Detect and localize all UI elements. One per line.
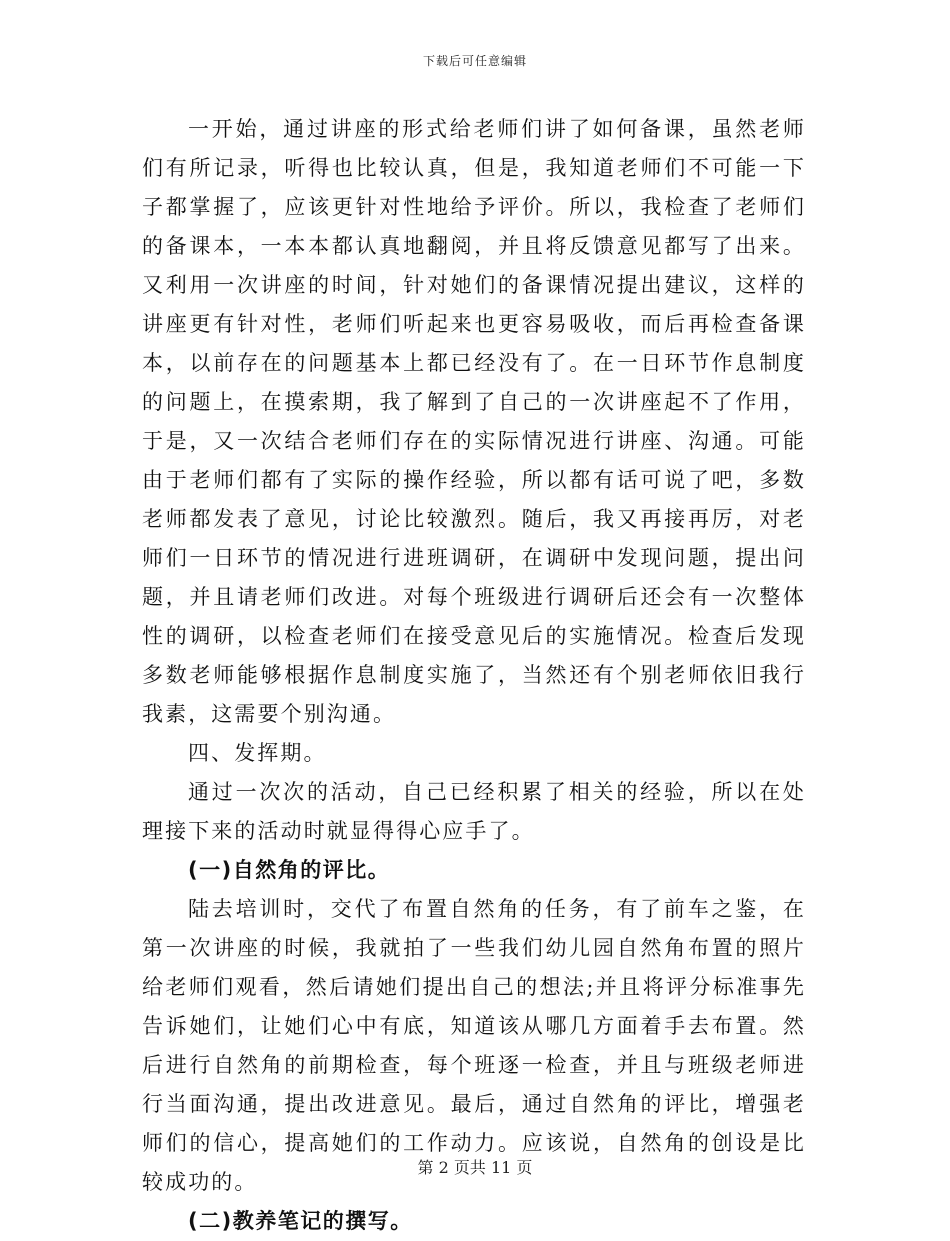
subheading-parenting-notes: (二)教养笔记的撰写。 xyxy=(188,1209,413,1233)
section-heading-phase-four: 四、发挥期。 xyxy=(188,741,327,765)
paragraph-preparation-period: 一开始，通过讲座的形式给老师们讲了如何备课，虽然老师们有所记录，听得也比较认真，但是，我知道老师们不可能一下子都掌握了，应该更针对性地给予评价。所以，我检查了老师们的备课本，一本本都认真地翻阅，并且将反馈意见都写了出来。又利用一次讲座的时间，针对她们的备课情况提出建议，这样的讲座更有针对性，老师们听起来也更容易吸收，而后再检查备课本，以前存在的问题基本上都已经没有了。在一日环节作息制度的问题上，在摸索期，我了解到了自己的一次讲座起不了作用，于是，又一次结合老师们存在的实际情况进行讲座、沟通。可能由于老师们都有了实际的操作经验，所以都有话可说了吧，多数老师都发表了意见，讨论比较激烈。随后，我又再接再厉，对老师们一日环节的情况进行进班调研，在调研中发现问题，提出问题，并且请老师们改进。对每个班级进行调研后还会有一次整体性的调研，以检查老师们在接受意见后的实施情况。检查后发现多数老师能够根据作息制度实施了，当然还有个别老师依旧我行我素，这需要个别沟通。 xyxy=(142,117,806,726)
page-header-note: 下载后可任意编辑 xyxy=(422,54,527,68)
document-body xyxy=(142,110,806,1241)
page-number-footer: 第 2 页共 11 页 xyxy=(417,1158,533,1177)
paragraph-nature-corner: 陆去培训时，交代了布置自然角的任务，有了前车之鉴，在第一次讲座的时候，我就拍了一些我们幼儿园自然角布置的照片给老师们观看，然后请她们提出自己的想法;并且将评分标准事先告诉她们，让她们心中有底，知道该从哪几方面着手去布置。然后进行自然角的前期检查，每个班逐一检查，并且与班级老师进行当面沟通，提出改进意见。最后，通过自然角的评比，增强老师们的信心，提高她们的工作动力。应该说，自然角的创设是比较成功的。 xyxy=(142,897,806,1194)
paragraph-phase-four-intro: 通过一次次的活动，自己已经积累了相关的经验，所以在处理接下来的活动时就显得得心应手了。 xyxy=(142,780,806,843)
subheading-nature-corner: (一)自然角的评比。 xyxy=(188,858,391,882)
